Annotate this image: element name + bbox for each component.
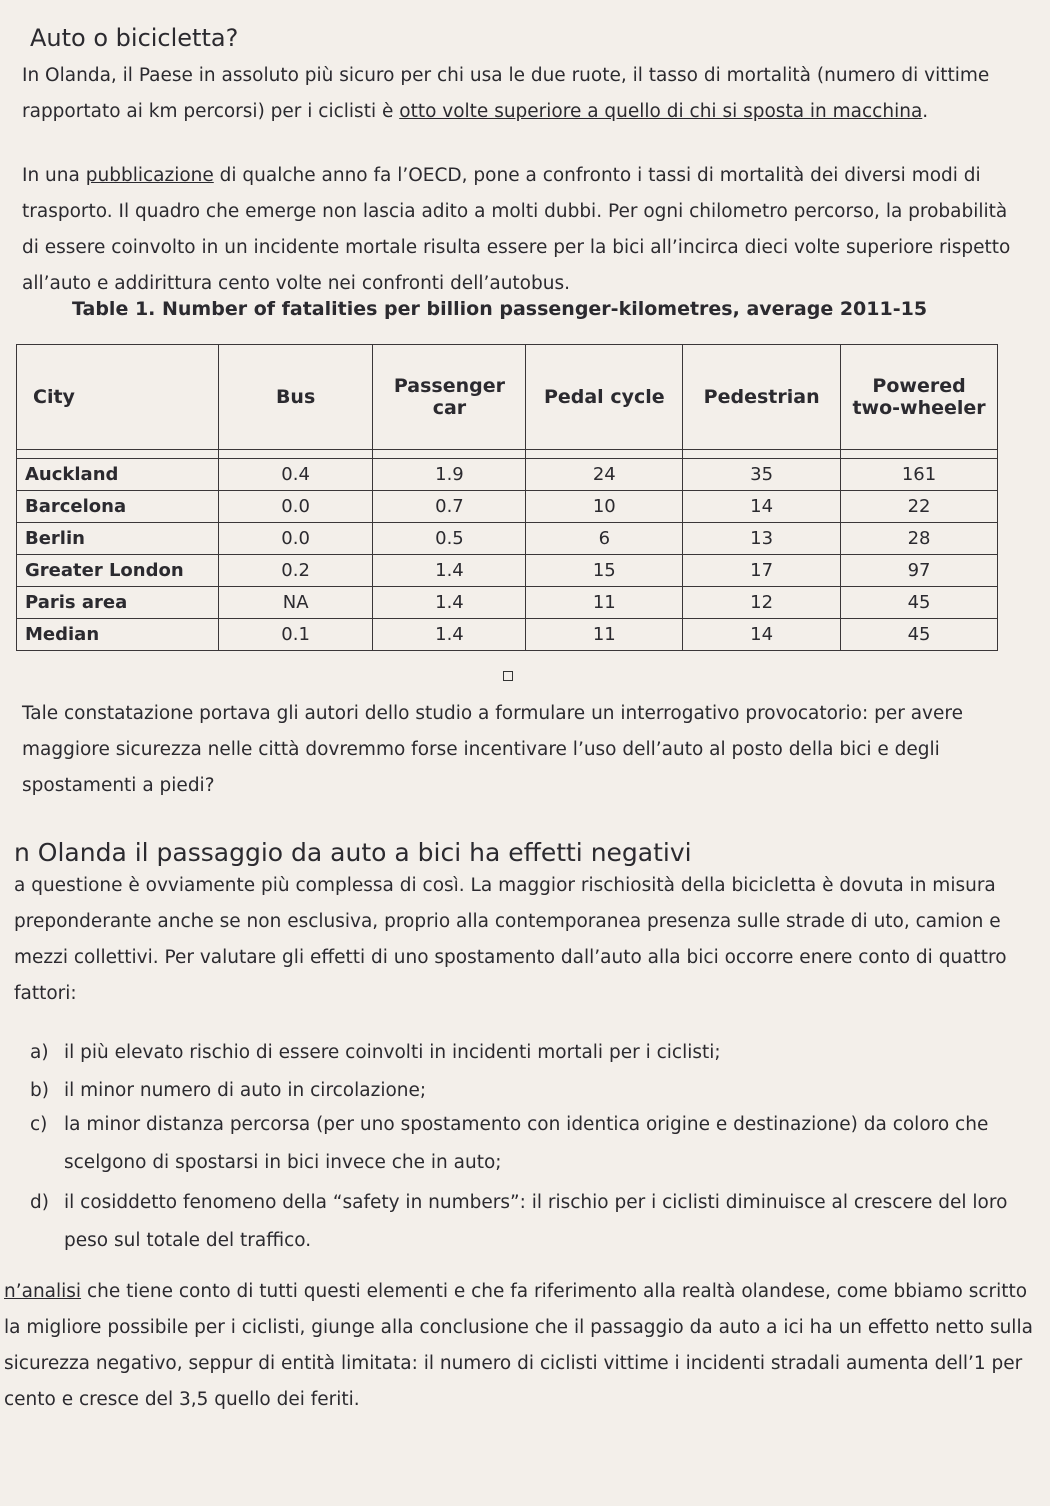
table-cell: 0.0	[218, 523, 373, 555]
header-city: City	[17, 345, 219, 450]
header-passenger-car: Passenger car	[373, 345, 526, 450]
table-row	[17, 523, 998, 555]
conclusion-paragraph	[4, 1274, 1046, 1418]
table-header-row	[17, 345, 998, 450]
section-heading: n Olanda il passaggio da auto a bici ha effetti negativi	[14, 838, 692, 867]
table-cell: 0.1	[218, 619, 373, 651]
table-cell: 97	[841, 555, 998, 587]
table-cell: 10	[526, 491, 683, 523]
table-spacer-row	[17, 450, 998, 459]
oecd-publication-link[interactable]: pubblicazione	[85, 165, 214, 186]
list-item	[30, 1184, 1034, 1260]
header-pedal-cycle: Pedal cycle	[526, 345, 683, 450]
table-caption: Table 1. Number of fatalities per billion passenger-kilometres, average 2011-15	[72, 298, 928, 320]
intro-link[interactable]: otto volte superiore a quello di chi si sposta in macchina	[399, 101, 923, 122]
table-cell: 22	[841, 491, 998, 523]
section-intro-paragraph: a questione è ovviamente più complessa di così. La maggior rischiosità della bicicletta è dovuta in misura preponderante anche se non esclusiva, proprio alla contemporanea presenza sulle strade di uto, camion e mezzi collettivi. Per valutare gli effetti di uno spostamento dall’auto alla bici occorre enere conto di quattro fattori:	[14, 875, 1007, 1004]
table-cell: 0.5	[373, 523, 526, 555]
conclusion-text: che tiene conto di tutti questi elementi e che fa riferimento alla realtà olandese, come bbiamo scritto la migliore possibile per i ciclisti, giunge alla conclusione che il passaggio da auto a ici ha un effetto netto sulla sicurezza negativo, seppur di entità limitata: il numero di ciclisti vittime i incidenti stradali aumenta dell’1 per cento e cresce del 3,5 quello dei feriti.	[4, 1281, 1033, 1410]
list-label: c)	[30, 1114, 48, 1135]
fatalities-table	[16, 344, 998, 651]
table-cell: 11	[526, 619, 683, 651]
table-cell: 15	[526, 555, 683, 587]
intro-paragraph	[22, 58, 1024, 130]
table-row-median	[17, 619, 998, 651]
table-row	[17, 459, 998, 491]
header-bus: Bus	[218, 345, 373, 450]
table-cell: 0.7	[373, 491, 526, 523]
table-cell: 1.4	[373, 587, 526, 619]
table-cell: 0.0	[218, 491, 373, 523]
table-anchor-handle[interactable]	[503, 671, 513, 681]
list-label: d)	[30, 1192, 49, 1213]
table-row	[17, 555, 998, 587]
table-row	[17, 491, 998, 523]
table-cell-city: Barcelona	[17, 491, 219, 523]
table-cell-city: Median	[17, 619, 219, 651]
table-cell: 11	[526, 587, 683, 619]
list-text: la minor distanza percorsa (per uno spostamento con identica origine e destinazione) da coloro che scelgono di spostarsi in bici invece che in auto;	[64, 1114, 989, 1173]
table-cell: 28	[841, 523, 998, 555]
header-powered-two-wheeler: Powered two-wheeler	[841, 345, 998, 450]
table-cell: 0.4	[218, 459, 373, 491]
table-cell: 161	[841, 459, 998, 491]
table-cell: 0.2	[218, 555, 373, 587]
table-cell: 6	[526, 523, 683, 555]
list-item	[30, 1034, 1034, 1072]
table-cell-city: Paris area	[17, 587, 219, 619]
table-cell: 1.4	[373, 619, 526, 651]
oecd-text-end: di qualche anno fa l’OECD, pone a confronto i tassi di mortalità dei diversi modi di trasporto. Il quadro che emerge non lascia adito a molti dubbi. Per ogni chilometro percorso, la probabilità di essere coinvolto in un incidente mortale risulta essere per la bici all’incirca dieci volte superiore rispetto all’auto e addirittura cento volte nei confronti dell’autobus.	[22, 165, 1011, 294]
table-cell: 35	[683, 459, 841, 491]
table-cell-city: Greater London	[17, 555, 219, 587]
table-cell: 24	[526, 459, 683, 491]
table-cell: 13	[683, 523, 841, 555]
table-cell: 14	[683, 491, 841, 523]
list-text: il cosiddetto fenomeno della “safety in numbers”: il rischio per i ciclisti diminuisce al crescere del loro peso sul totale del traffico.	[64, 1192, 1008, 1251]
table-cell: 1.9	[373, 459, 526, 491]
header-pedestrian: Pedestrian	[683, 345, 841, 450]
table-cell: 14	[683, 619, 841, 651]
intro-text-end: .	[922, 101, 929, 122]
oecd-paragraph	[22, 158, 1024, 302]
list-item	[30, 1106, 1034, 1182]
table-cell-city: Berlin	[17, 523, 219, 555]
table-cell: 12	[683, 587, 841, 619]
table-row	[17, 587, 998, 619]
table-cell: 45	[841, 587, 998, 619]
table-cell: NA	[218, 587, 373, 619]
table-cell: 45	[841, 619, 998, 651]
list-text: il minor numero di auto in circolazione;	[64, 1080, 427, 1101]
table-cell: 17	[683, 555, 841, 587]
list-label: b)	[30, 1080, 49, 1101]
oecd-text-start: In una	[22, 165, 86, 186]
list-item	[30, 1072, 1034, 1110]
list-label: a)	[30, 1042, 49, 1063]
question-paragraph: Tale constatazione portava gli autori dello studio a formulare un interrogativo provocatorio: per avere maggiore sicurezza nelle città dovremmo forse incentivare l’uso dell’auto al posto della bici e degli spostamenti a piedi?	[22, 703, 963, 796]
intro-text-start: In Olanda, il Paese in assoluto più sicuro per chi usa le due ruote, il tasso di mortalità (numero di vittime rapportato ai km percorsi) per i ciclisti è	[22, 65, 990, 122]
article-title: Auto o bicicletta?	[30, 24, 239, 52]
list-text: il più elevato rischio di essere coinvolti in incidenti mortali per i ciclisti;	[64, 1042, 721, 1063]
analysis-link[interactable]: n’analisi	[4, 1281, 82, 1302]
table-cell-city: Auckland	[17, 459, 219, 491]
table-cell: 1.4	[373, 555, 526, 587]
